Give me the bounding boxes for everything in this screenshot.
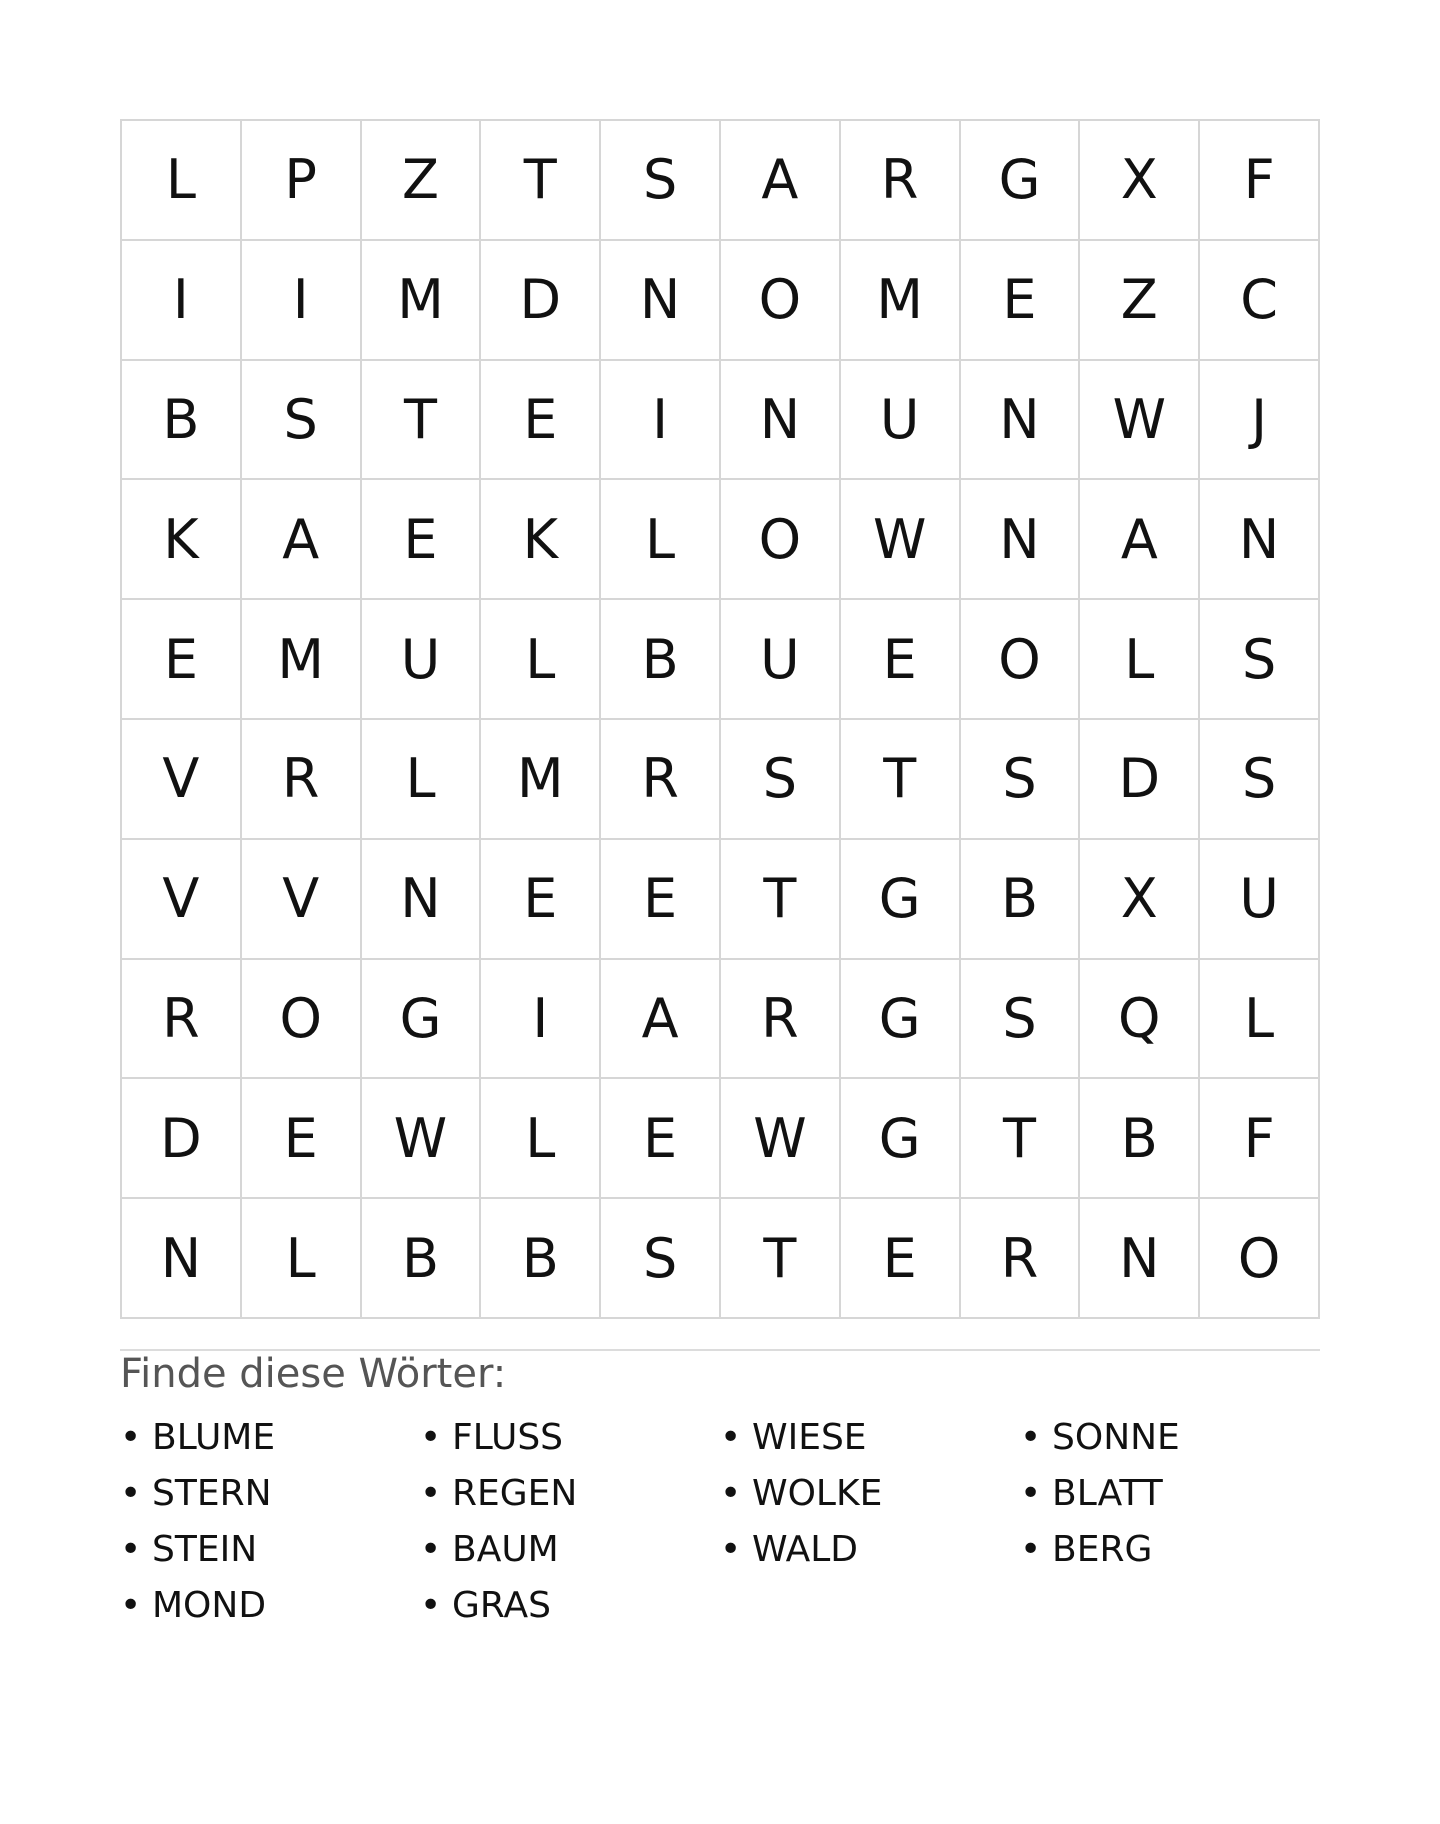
grid-cell[interactable]: Q <box>1080 960 1200 1080</box>
grid-cell[interactable]: E <box>601 840 721 960</box>
grid-cell[interactable]: T <box>481 121 601 241</box>
bullet-icon: • <box>420 1473 442 1514</box>
word-label: BLUME <box>152 1417 276 1458</box>
grid-cell[interactable]: V <box>242 840 362 960</box>
word-label: SONNE <box>1052 1417 1180 1458</box>
word-label: WIESE <box>752 1417 867 1458</box>
grid-cell[interactable]: G <box>961 121 1081 241</box>
word-label: BLATT <box>1052 1473 1163 1514</box>
grid-cell[interactable]: D <box>1080 720 1200 840</box>
grid-cell[interactable]: G <box>362 960 482 1080</box>
grid-cell[interactable]: L <box>481 600 601 720</box>
grid-cell[interactable]: U <box>1200 840 1320 960</box>
grid-cell[interactable]: C <box>1200 241 1320 361</box>
grid-cell[interactable]: E <box>601 1079 721 1199</box>
grid-cell[interactable]: O <box>961 600 1081 720</box>
grid-cell[interactable]: N <box>362 840 482 960</box>
bullet-icon: • <box>120 1417 142 1458</box>
word-list-item <box>1020 1522 1320 1578</box>
word-list-item <box>120 1522 420 1578</box>
grid-cell[interactable]: R <box>122 960 242 1080</box>
grid-cell[interactable]: E <box>961 241 1081 361</box>
word-list-item <box>720 1522 1020 1578</box>
grid-cell[interactable]: R <box>721 960 841 1080</box>
grid-cell[interactable]: J <box>1200 361 1320 481</box>
grid-cell[interactable]: B <box>1080 1079 1200 1199</box>
grid-cell[interactable]: U <box>362 600 482 720</box>
grid-cell[interactable]: R <box>841 121 961 241</box>
grid-cell[interactable]: E <box>481 361 601 481</box>
grid-cell[interactable]: S <box>721 720 841 840</box>
word-list-item <box>1020 1410 1320 1466</box>
grid-cell[interactable]: T <box>961 1079 1081 1199</box>
grid-cell[interactable]: T <box>721 1199 841 1319</box>
grid-cell[interactable]: V <box>122 720 242 840</box>
grid-cell[interactable]: E <box>122 600 242 720</box>
word-label: BERG <box>1052 1529 1153 1570</box>
grid-cell[interactable]: F <box>1200 121 1320 241</box>
bullet-icon: • <box>420 1585 442 1626</box>
grid-cell[interactable]: M <box>841 241 961 361</box>
bullet-icon: • <box>1020 1473 1042 1514</box>
word-list-item <box>420 1466 720 1522</box>
grid-cell[interactable]: W <box>362 1079 482 1199</box>
grid-cell[interactable]: Z <box>362 121 482 241</box>
word-label: STERN <box>152 1473 272 1514</box>
word-label: FLUSS <box>452 1417 564 1458</box>
grid-cell[interactable]: K <box>122 480 242 600</box>
grid-cell[interactable]: B <box>481 1199 601 1319</box>
grid-cell[interactable]: K <box>481 480 601 600</box>
grid-cell[interactable]: S <box>1200 600 1320 720</box>
grid-cell[interactable]: S <box>961 960 1081 1080</box>
grid-cell[interactable]: Z <box>1080 241 1200 361</box>
grid-cell[interactable]: M <box>362 241 482 361</box>
grid-cell[interactable]: W <box>721 1079 841 1199</box>
grid-cell[interactable]: R <box>242 720 362 840</box>
grid-cell[interactable]: L <box>122 121 242 241</box>
bullet-icon: • <box>720 1473 742 1514</box>
grid-cell[interactable]: N <box>1200 480 1320 600</box>
grid-cell[interactable]: W <box>841 480 961 600</box>
grid-cell[interactable]: S <box>601 1199 721 1319</box>
grid-cell[interactable]: X <box>1080 840 1200 960</box>
bullet-icon: • <box>1020 1417 1042 1458</box>
grid-cell[interactable]: L <box>242 1199 362 1319</box>
grid-cell[interactable]: G <box>841 960 961 1080</box>
word-label: GRAS <box>452 1585 551 1626</box>
word-search-grid <box>120 119 1320 1319</box>
grid-cell[interactable]: X <box>1080 121 1200 241</box>
grid-cell[interactable]: G <box>841 840 961 960</box>
grid-cell[interactable]: A <box>1080 480 1200 600</box>
grid-cell[interactable]: L <box>362 720 482 840</box>
bullet-icon: • <box>720 1417 742 1458</box>
grid-cell[interactable]: O <box>721 480 841 600</box>
grid-cell[interactable]: S <box>961 720 1081 840</box>
grid-cell[interactable]: D <box>481 241 601 361</box>
word-label: BAUM <box>452 1529 559 1570</box>
grid-cell[interactable]: U <box>841 361 961 481</box>
grid-cell[interactable]: O <box>242 960 362 1080</box>
grid-cell[interactable]: R <box>601 720 721 840</box>
grid-cell[interactable]: L <box>481 1079 601 1199</box>
grid-cell[interactable]: I <box>601 361 721 481</box>
word-list-item <box>120 1466 420 1522</box>
grid-cell[interactable]: T <box>841 720 961 840</box>
grid-cell[interactable]: B <box>122 361 242 481</box>
bullet-icon: • <box>120 1529 142 1570</box>
bullet-icon: • <box>1020 1529 1042 1570</box>
word-label: WALD <box>752 1529 859 1570</box>
word-list-item <box>120 1410 420 1466</box>
grid-cell[interactable]: N <box>1080 1199 1200 1319</box>
grid-cell[interactable]: E <box>481 840 601 960</box>
grid-cell[interactable]: L <box>601 480 721 600</box>
grid-cell[interactable]: N <box>601 241 721 361</box>
grid-cell[interactable]: L <box>1080 600 1200 720</box>
grid-cell[interactable]: N <box>721 361 841 481</box>
word-list-item <box>1020 1466 1320 1522</box>
grid-cell[interactable]: E <box>242 1079 362 1199</box>
grid-cell[interactable]: O <box>1200 1199 1320 1319</box>
grid-cell[interactable]: T <box>362 361 482 481</box>
grid-cell[interactable]: I <box>242 241 362 361</box>
grid-cell[interactable]: N <box>961 480 1081 600</box>
grid-cell[interactable]: P <box>242 121 362 241</box>
grid-cell[interactable]: I <box>122 241 242 361</box>
grid-cell[interactable]: R <box>961 1199 1081 1319</box>
grid-cell[interactable]: S <box>242 361 362 481</box>
grid-cell[interactable]: E <box>841 1199 961 1319</box>
grid-cell[interactable]: E <box>841 600 961 720</box>
bullet-icon: • <box>420 1417 442 1458</box>
grid-cell[interactable]: N <box>961 361 1081 481</box>
grid-cell[interactable]: S <box>1200 720 1320 840</box>
bullet-icon: • <box>720 1529 742 1570</box>
instruction-text: Finde diese Wörter: <box>120 1351 507 1397</box>
bullet-icon: • <box>420 1529 442 1570</box>
grid-cell[interactable]: B <box>961 840 1081 960</box>
word-list-item <box>720 1410 1020 1466</box>
word-label: STEIN <box>152 1529 258 1570</box>
grid-cell[interactable]: A <box>242 480 362 600</box>
word-list-item <box>420 1410 720 1466</box>
word-list-item <box>120 1578 420 1634</box>
grid-cell[interactable]: A <box>601 960 721 1080</box>
grid-cell[interactable]: I <box>481 960 601 1080</box>
word-list <box>120 1410 1320 1634</box>
grid-cell[interactable]: F <box>1200 1079 1320 1199</box>
word-list-item <box>720 1466 1020 1522</box>
grid-cell[interactable]: G <box>841 1079 961 1199</box>
word-label: REGEN <box>452 1473 578 1514</box>
grid-cell[interactable]: E <box>362 480 482 600</box>
grid-cell[interactable]: A <box>721 121 841 241</box>
bullet-icon: • <box>120 1585 142 1626</box>
grid-cell[interactable]: T <box>721 840 841 960</box>
grid-cell[interactable]: N <box>122 1199 242 1319</box>
grid-cell[interactable]: U <box>721 600 841 720</box>
grid-cell[interactable]: O <box>721 241 841 361</box>
word-list-item <box>420 1522 720 1578</box>
grid-cell[interactable]: B <box>601 600 721 720</box>
grid-cell[interactable]: S <box>601 121 721 241</box>
grid-cell[interactable]: M <box>242 600 362 720</box>
grid-cell[interactable]: M <box>481 720 601 840</box>
bullet-icon: • <box>120 1473 142 1514</box>
word-label: MOND <box>152 1585 267 1626</box>
grid-cell[interactable]: V <box>122 840 242 960</box>
grid-cell[interactable]: B <box>362 1199 482 1319</box>
grid-cell[interactable]: W <box>1080 361 1200 481</box>
word-label: WOLKE <box>752 1473 883 1514</box>
grid-cell[interactable]: L <box>1200 960 1320 1080</box>
word-list-item <box>420 1578 720 1634</box>
grid-cell[interactable]: D <box>122 1079 242 1199</box>
